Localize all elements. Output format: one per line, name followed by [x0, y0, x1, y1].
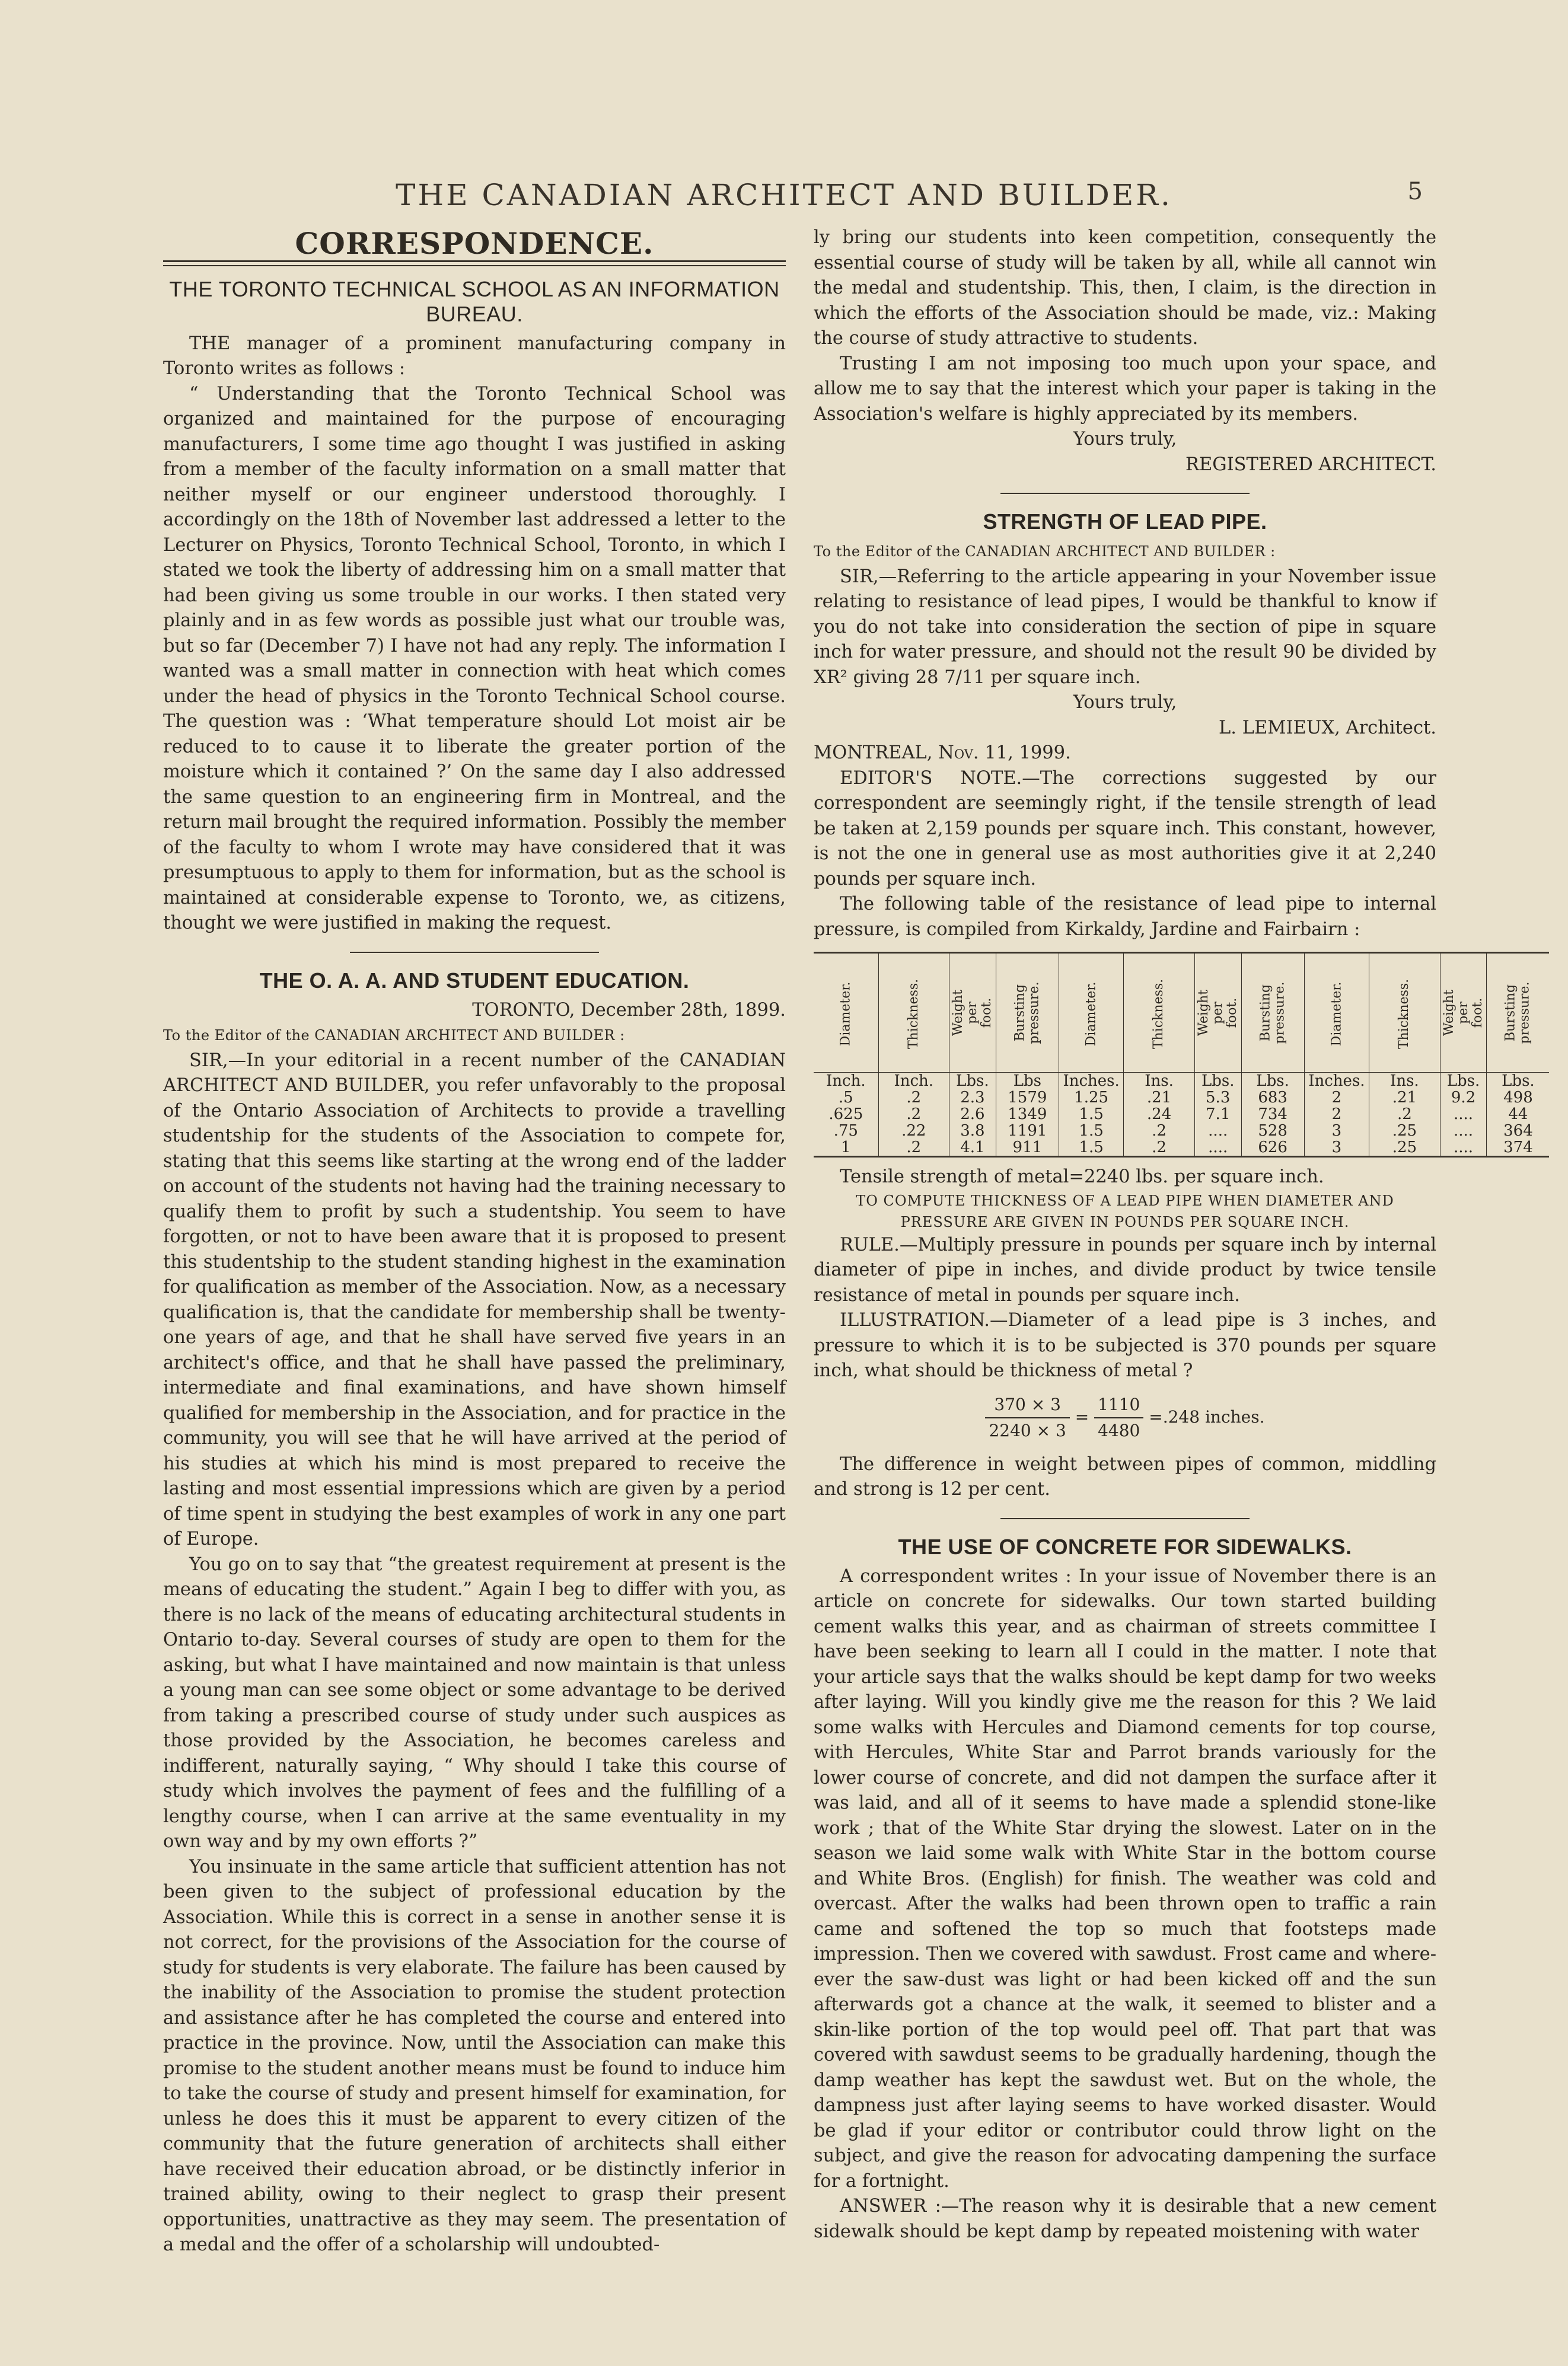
rule-paragraph: RULE.—Multiply pressure in pounds per square inch by internal diameter of pipe in inches, and divide product by twice tensile resistance of metal in pounds per square inch.	[814, 1234, 1436, 1306]
article-title-concrete: THE USE OF CONCRETE FOR SIDEWALKS.	[898, 1534, 1352, 1559]
table-cell: .2	[878, 1106, 949, 1123]
running-title: THE CANADIAN ARCHITECT AND BUILDER.	[396, 178, 1172, 212]
table-cell: ....	[1194, 1123, 1241, 1139]
signoff: Yours truly,	[1073, 429, 1177, 449]
article-title-lead-pipe: STRENGTH OF LEAD PIPE.	[983, 509, 1267, 534]
article-paragraph: You go on to say that “the greatest requirement at present is the means of educating the student.” Again I beg to differ with you, as there is no lack of the means of educating architectural students in Ontario to-day. Several courses of study are open to them for the asking, but what I have maintained and now maintain is that unless a young man can see some object or some advantage to be derived from taking a prescribed course of study under such auspices as those provided by the Association, he becomes careless and indifferent, naturally saying, “ Why should I take this course of study which involves the payment of fees and the fulfilling of a lengthy course, when I can arrive at the same eventuality in my own way and by my own efforts ?”	[163, 1554, 786, 1852]
table-cell: Ins.	[1124, 1073, 1194, 1090]
table-cell: 3	[1304, 1123, 1369, 1139]
table-row	[814, 1089, 1549, 1106]
table-cell: 528	[1241, 1123, 1304, 1139]
article-divider	[1000, 1518, 1250, 1519]
article-title-oaa: THE O. A. A. AND STUDENT EDUCATION.	[259, 968, 690, 993]
table-cell: Lbs.	[1440, 1073, 1487, 1090]
table-cell: 3.8	[949, 1123, 996, 1139]
table-cell: 911	[996, 1139, 1059, 1157]
table-cell: .75	[814, 1123, 878, 1139]
column-header: Diameter.	[814, 953, 878, 1073]
to-editor-line: To the Editor of the CANADIAN ARCHITECT AND BUILDER :	[814, 543, 1276, 560]
table-cell: 2	[1304, 1089, 1369, 1106]
table-cell: 5.3	[1194, 1089, 1241, 1106]
table-cell: 683	[1241, 1089, 1304, 1106]
table-cell: 9.2	[1440, 1089, 1487, 1106]
table-row	[814, 1123, 1549, 1139]
table-cell: 734	[1241, 1106, 1304, 1123]
table-cell: 44	[1508, 1105, 1528, 1123]
table-cell: ....	[1440, 1139, 1487, 1157]
column-header: Diameter.	[1304, 953, 1369, 1073]
table-cell: .21	[1369, 1089, 1440, 1106]
table-cell: Ins.	[1369, 1073, 1440, 1090]
table-units-row	[814, 1073, 1549, 1090]
article-paragraph: A correspondent writes : In your issue of November there is an article on concrete for sidewalks. Our town started building cement walks this year, and as chairman of streets committee I have been seeking to learn all I could in the matter. I note that your article says that the walks should be kept damp for two weeks after laying. Will you kindly give me the reason for this ? We laid some walks with Hercules and Diamond cements for top course, with Hercules, White Star and Parrot brands variously for the lower course of concrete, and did not dampen the surface after it was laid, and all of it seems to have made a splendid stone-like work ; that of the White Star drying the slowest. Later on in the season we laid some walk with White Star in the bottom course and White Bros. (English) for finish. The weather was cold and overcast. After the walks had been thrown open to traffic a rain came and softened the top so much that footsteps made impression. Then we covered with sawdust. Frost came and where-ever the saw-dust was light or had been kicked off and the sun afterwards got a chance at the walk, it seemed to blister and a skin-like portion of the top would peel off. That part that was covered with sawdust seems to be gradually hardening, though the damp weather has kept the sawdust wet. But on the whole, the dampness just after laying seems to have worked disaster. Would be glad if your editor or contributor could throw light on the subject, and give the reason for advocating dampening the surface for a fortnight.	[814, 1565, 1436, 2192]
article-paragraph: You insinuate in the same article that sufficient attention has not been given to the subject of professional education by the Association. While this is correct in a sense in another sense it is not correct, for the provisions of the Association for the course of study for students is very elaborate. The failure has been caused by the inability of the Association to promise the student protection and assistance after he has completed the course and entered into practice in the province. Now, until the Association can make this promise to the student another means must be found to induce him to take the course of study and present himself for examination, for unless he does this it must be apparent to every citizen of the community that the future generation of architects shall either have received their education abroad, or be distinctly inferior in trained ability, owing to their neglect to grasp their present opportunities, unattractive as they may seem. The presentation of a medal and the offer of a scholarship will undoubted-	[163, 1856, 786, 2255]
table-cell: 1191	[996, 1123, 1059, 1139]
table-cell: .2	[1124, 1139, 1194, 1157]
table-cell: .2	[878, 1089, 949, 1106]
column-header: Bursting pressure.	[996, 953, 1059, 1073]
table-cell: 1.5	[1059, 1123, 1124, 1139]
table-cell: Lbs.	[1194, 1073, 1241, 1090]
table-cell: .25	[1369, 1123, 1440, 1139]
table-cell: 1.5	[1059, 1106, 1124, 1123]
signoff: Yours truly,	[1073, 692, 1177, 713]
table-cell: ....	[1440, 1123, 1487, 1139]
table-cell: .2	[1369, 1106, 1440, 1123]
thickness-formula: $\frac{370 \times 3}{2240 \times 3}$ = $\frac{1110}{4480}$ =.248 inches.	[814, 1392, 1436, 1444]
table-cell: 626	[1241, 1139, 1304, 1157]
column-header: Thickness.	[1124, 953, 1194, 1073]
right-column	[814, 225, 1535, 2244]
table-cell: .24	[1124, 1106, 1194, 1123]
table-cell: Inches.	[1304, 1073, 1369, 1090]
table-cell: ....	[1194, 1139, 1241, 1157]
illustration-paragraph: ILLUSTRATION.—Diameter of a lead pipe is 3 inches, and pressure to which it is to be subjected is 370 pounds per square inch, what should be thickness of metal ?	[814, 1310, 1436, 1381]
section-rule	[163, 260, 786, 266]
table-cell: 1579	[996, 1089, 1059, 1106]
to-editor-line: To the Editor of the CANADIAN ARCHITECT AND BUILDER :	[163, 1027, 625, 1044]
table-cell: 4.1	[949, 1139, 996, 1157]
table-cell: Inch.	[814, 1073, 878, 1090]
table-cell: 2.3	[949, 1089, 996, 1106]
signature: REGISTERED ARCHITECT.	[1185, 454, 1436, 475]
table-cell: 1349	[996, 1106, 1059, 1123]
formula-result: =.248 inches.	[1149, 1407, 1265, 1427]
dateline: MONTREAL, Nov. 11, 1999.	[814, 742, 1071, 763]
table-cell: 3	[1304, 1139, 1369, 1157]
table-row	[814, 1106, 1549, 1123]
lead-pipe-table	[814, 952, 1549, 1158]
table-cell: .2	[1124, 1123, 1194, 1139]
page-number: 5	[1407, 178, 1423, 205]
column-header: Bursting pressure.	[1487, 953, 1549, 1073]
article-divider	[1000, 493, 1250, 494]
signature: L. LEMIEUX, Architect.	[1219, 717, 1436, 738]
table-cell: Lbs.	[949, 1073, 996, 1090]
table-cell: Lbs.	[1502, 1072, 1535, 1090]
table-cell: 7.1	[1194, 1106, 1241, 1123]
column-header: Weight per foot.	[949, 953, 996, 1073]
article-paragraph: THE manager of a prominent manufacturing company in Toronto writes as follows :	[163, 333, 786, 379]
article-paragraph: SIR,—Referring to the article appearing in your November issue relating to resistance of lead pipes, I would be thankful to know if you do not take into consideration the section of pipe in square inch for water pressure, and should not the result 90 be divided by XR² giving 28 7/11 per square inch.	[814, 566, 1436, 688]
table-row	[814, 1139, 1549, 1157]
table-cell: .25	[1369, 1139, 1440, 1157]
article-divider	[350, 952, 599, 953]
left-column	[163, 225, 786, 2258]
column-header: Weight per foot.	[1194, 953, 1241, 1073]
table-cell: 1.5	[1059, 1139, 1124, 1157]
table-cell: 374	[1503, 1139, 1533, 1156]
column-header: Bursting pressure.	[1241, 953, 1304, 1073]
column-header: Weight per foot.	[1440, 953, 1487, 1073]
article-paragraph: The difference in weight between pipes of common, middling and strong is 12 per cent.	[814, 1453, 1436, 1500]
formula-fraction: $\frac{370 \times 3}{2240 \times 3}$	[985, 1392, 1069, 1444]
table-cell: .22	[878, 1123, 949, 1139]
column-header: Thickness.	[878, 953, 949, 1073]
article-paragraph: “ Understanding that the Toronto Technical School was organized and maintained for the purpose of encouraging manufacturers, I some time ago thought I was justified in asking from a member of the faculty information on a small matter that neither myself or our engineer understood thoroughly. I accordingly on the 18th of November last addressed a letter to the Lecturer on Physics, Toronto Technical School, Toronto, in which I stated we took the liberty of addressing him on a small matter that had been giving us some trouble in our works. I then stated very plainly and in as few words as possible just what our trouble was, but so far (December 7) I have not had any reply. The information I wanted was a small matter in connection with heat which comes under the head of physics in the Toronto Technical School course. The question was : ‘What temperature should Lot moist air be reduced to to cause it to liberate the greater portion of the moisture which it contained ?’ On the same day I also addressed the same question to an engineering firm in Montreal, and the return mail brought the required information. Possibly the member of the faculty to whom I wrote may have considered that it was presumptuous to apply to them for information, but as the school is maintained at considerable expense to Toronto, we, as citizens, thought we were justified in making the request.	[163, 383, 786, 933]
table-cell: .5	[814, 1089, 878, 1106]
article-paragraph: Trusting I am not imposing too much upon your space, and allow me to say that the interest which your paper is taking in the Association's welfare is highly appreciated by its members.	[814, 353, 1436, 425]
table-cell: Inches.	[1059, 1073, 1124, 1090]
editors-note: EDITOR'S NOTE.—The corrections suggested by our correspondent are seemingly right, if the tensile strength of lead be taken at 2,159 pounds per square inch. This constant, however, is not the one in general use as most authorities give it at 2,240 pounds per square inch.	[814, 767, 1436, 889]
table-cell: 2.6	[949, 1106, 996, 1123]
table-cell: 498	[1503, 1089, 1533, 1107]
table-header-row	[814, 953, 1549, 1073]
table-cell: 364	[1503, 1122, 1533, 1140]
article-title-technical-school: THE TORONTO TECHNICAL SCHOOL AS AN INFORMATION BUREAU.	[169, 276, 780, 326]
table-cell: .2	[878, 1139, 949, 1157]
dateline: TORONTO, December 28th, 1899.	[472, 999, 786, 1021]
table-cell: Inch.	[878, 1073, 949, 1090]
column-header: Diameter.	[1059, 953, 1124, 1073]
table-cell: ....	[1440, 1106, 1487, 1123]
table-cell: 1	[814, 1139, 878, 1157]
continuation-paragraph: ly bring our students into keen competition, consequently the essential course of study will be taken by all, while all cannot win the medal and studentship. This, then, I claim, is the direction in which the efforts of the Association should be made, viz.: Making the course of study attractive to students.	[814, 227, 1436, 349]
table-cell: 1.25	[1059, 1089, 1124, 1106]
table-cell: .21	[1124, 1089, 1194, 1106]
table-intro: The following table of the resistance of lead pipe to internal pressure, is compiled from Kirkaldy, Jardine and Fairbairn :	[814, 894, 1436, 940]
table-cell: 2	[1304, 1106, 1369, 1123]
column-header: Thickness.	[1369, 953, 1440, 1073]
article-paragraph: SIR,—In your editorial in a recent number of the CANADIAN ARCHITECT AND BUILDER, you refer unfavorably to the proposal of the Ontario Association of Architects to provide a travelling studentship for the students of the Association to compete for, stating that this seems like starting at the wrong end of the ladder on account of the students not having had the training necessary to qualify them to profit by such a studentship. You seem to have forgotten, or not to have been aware that it is proposed to present this studentship to the student standing highest in the examination for qualification as member of the Association. Now, as a necessary qualification is, that the candidate for membership shall be twenty-one years of age, and that he shall have served five years in an architect's office, and that he shall have passed the preliminary, intermediate and final examinations, and have shown himself qualified for membership in the Association, and for practice in the community, you will see that he will have arrived at the period of his studies at which his mind is most prepared to receive the lasting and most essential impressions which are given by a period of time spent in studying the best examples of work in any one part of Europe.	[163, 1050, 786, 1549]
compute-heading: TO COMPUTE THICKNESS OF A LEAD PIPE WHEN DIAMETER AND PRESSURE ARE GIVEN IN POUNDS PER SQUARE INCH.	[856, 1192, 1394, 1230]
formula-fraction: $\frac{1110}{4480}$	[1094, 1392, 1143, 1444]
section-heading: CORRESPONDENCE.	[295, 226, 654, 261]
table-cell: Lbs	[996, 1073, 1059, 1090]
table-cell: .625	[814, 1106, 878, 1123]
table-cell: Lbs.	[1241, 1073, 1304, 1090]
answer-paragraph: ANSWER :—The reason why it is desirable that a new cement sidewalk should be kept damp by repeated moistening with water	[814, 2196, 1436, 2242]
tensile-strength-line: Tensile strength of metal=2240 lbs. per square inch.	[840, 1166, 1324, 1187]
